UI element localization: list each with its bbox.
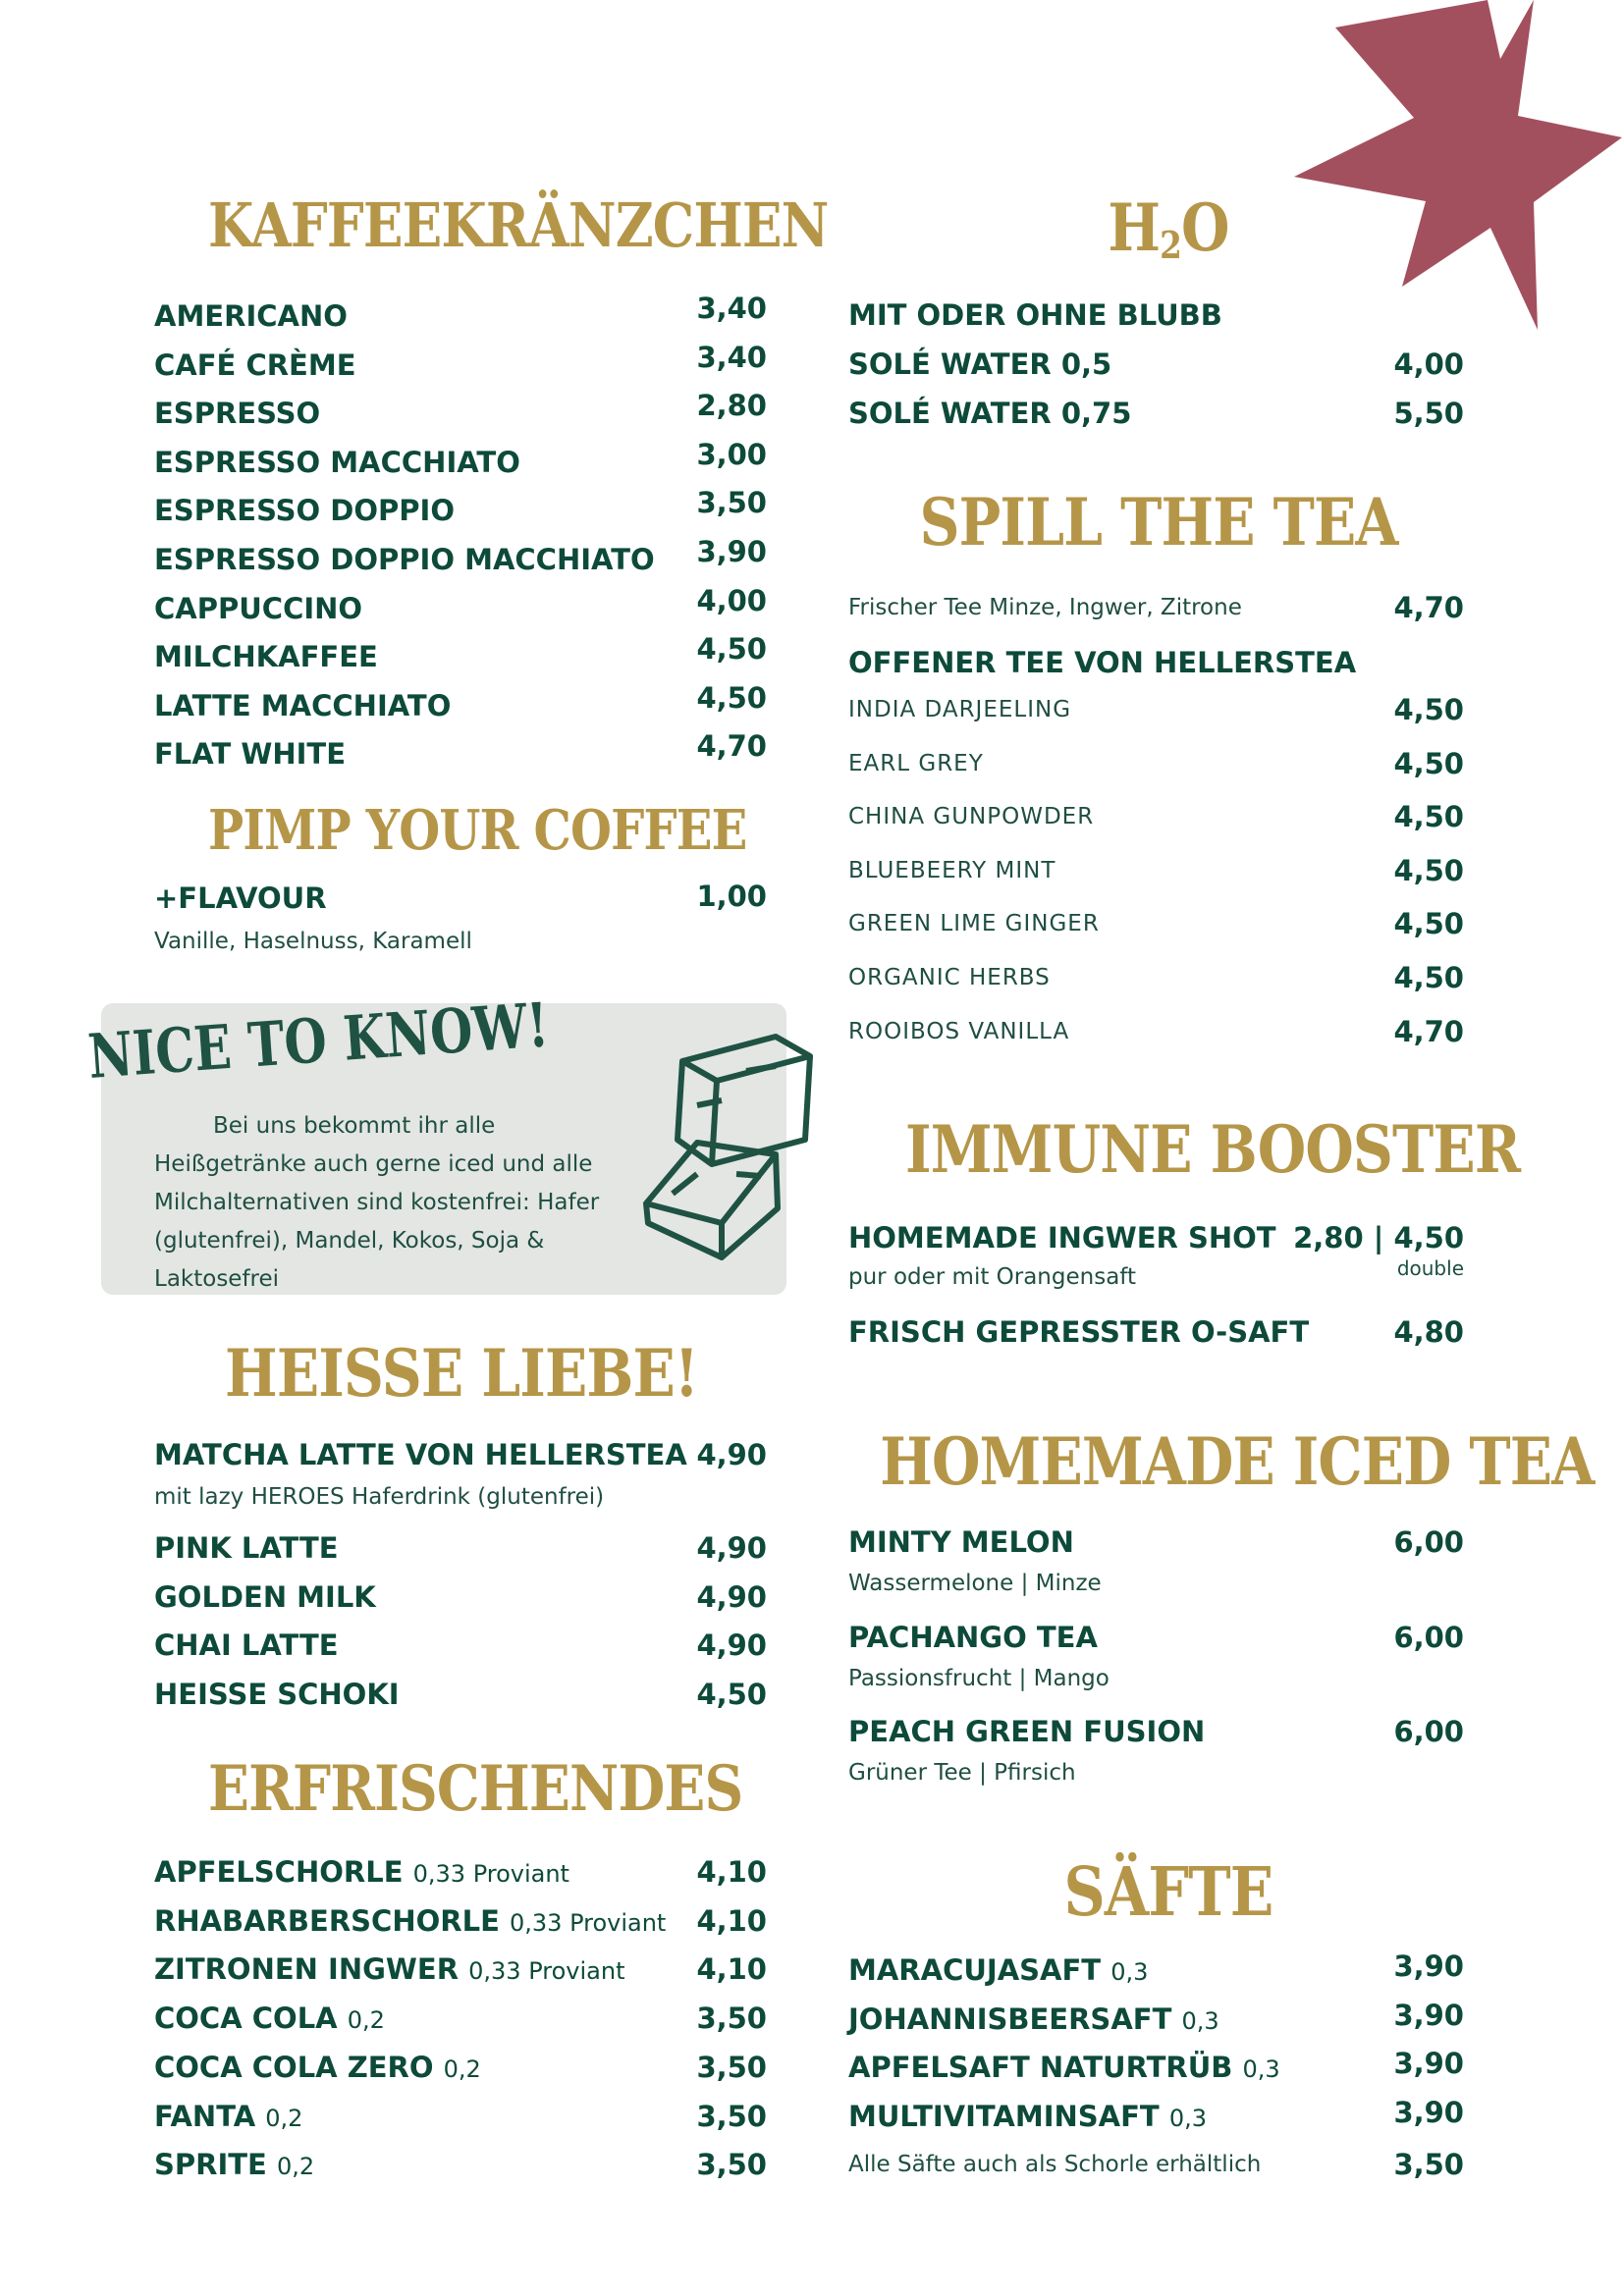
flavour-item: +FLAVOUR <box>154 881 327 915</box>
schorle-note: Alle Säfte auch als Schorle erhältlich <box>848 2152 1262 2177</box>
kaffee-item-price: 3,50 <box>696 486 767 520</box>
saefte-item <box>848 2002 1219 2036</box>
iced-item-price: 6,00 <box>1393 1525 1464 1559</box>
tea-item-name: CHINA GUNPOWDER <box>848 804 1095 830</box>
kaffee-item-name: MILCHKAFFEE <box>154 640 378 674</box>
kaffee-item-price: 4,70 <box>696 729 767 764</box>
h2o-item-name: SOLÉ WATER 0,5 <box>848 347 1112 381</box>
kaffee-item <box>154 397 320 430</box>
erfrischendes-item-price: 3,50 <box>696 2148 767 2182</box>
saefte-title: SÄFTE <box>1063 1853 1273 1932</box>
ingwer-shot-sub: pur oder mit Orangensaft <box>848 1264 1137 1290</box>
saefte-item-price: 3,90 <box>1393 1998 1464 2032</box>
matcha-sub: mit lazy HEROES Haferdrink (glutenfrei) <box>154 1484 605 1510</box>
saefte-item-name: APFELSAFT NATURTRÜB <box>848 2051 1233 2085</box>
iced-item-sub: Wassermelone | Minze <box>848 1571 1102 1596</box>
h2o-item-price: 4,00 <box>1393 347 1464 381</box>
iced-item-sub: Passionsfrucht | Mango <box>848 1665 1110 1691</box>
kaffee-item-price: 3,40 <box>696 292 767 325</box>
erfrischendes-item <box>154 2148 314 2181</box>
ingwer-shot-note: double <box>1396 1256 1464 1280</box>
kaffee-item <box>154 299 348 333</box>
heisse-title: HEISSE LIEBE! <box>225 1335 698 1412</box>
heisse-item-price: 4,50 <box>696 1677 767 1711</box>
iced-item-name: MINTY MELON <box>848 1525 1074 1559</box>
erfrischendes-item <box>154 1952 624 1986</box>
flavour-sub: Vanille, Haselnuss, Karamell <box>154 929 472 954</box>
kaffee-item-name: ESPRESSO <box>154 397 321 431</box>
erfrischendes-item-price: 3,50 <box>696 2099 767 2133</box>
erfrischendes-item-size: 0,33 Proviant <box>412 1860 569 1888</box>
erfrischendes-item <box>154 2002 385 2035</box>
kaffee-item-name: LATTE MACCHIATO <box>154 688 452 722</box>
iced-item-price: 6,00 <box>1393 1620 1464 1654</box>
erfrischendes-item-price: 3,50 <box>696 2002 767 2036</box>
h2o-header: MIT ODER OHNE BLUBB <box>848 298 1222 332</box>
kaffee-item-name: CAPPUCCINO <box>154 591 363 625</box>
saefte-item-price: 3,90 <box>1393 2096 1464 2130</box>
iced-item-price: 6,00 <box>1393 1715 1464 1748</box>
kaffee-item-price: 4,50 <box>696 632 767 667</box>
erfrischendes-item-price: 4,10 <box>696 1855 767 1889</box>
saefte-item-price: 3,90 <box>1393 1949 1464 1983</box>
kaffee-item-name: FLAT WHITE <box>154 737 346 772</box>
osaft-item: FRISCH GEPRESSTER O-SAFT <box>848 1315 1310 1349</box>
kaffee-item-price: 4,50 <box>696 680 767 715</box>
saefte-item-size: 0,3 <box>1242 2056 1280 2084</box>
erfrischendes-item-size: 0,2 <box>443 2055 481 2083</box>
erfrischendes-item-size: 0,33 Proviant <box>510 1908 667 1937</box>
heisse-item-name: HEISSE SCHOKI <box>154 1677 400 1711</box>
matcha-price: 4,90 <box>696 1438 767 1471</box>
kaffee-item-name: CAFÉ CRÈME <box>154 347 356 382</box>
erfrischendes-item-name: FANTA <box>154 2099 256 2133</box>
iced-item-name: PEACH GREEN FUSION <box>848 1715 1206 1748</box>
saefte-item-name: MARACUJASAFT <box>848 1953 1102 1987</box>
kaffee-item-price: 3,90 <box>696 535 767 568</box>
kaffee-item <box>154 689 451 722</box>
tea-item-name: GREEN LIME GINGER <box>848 911 1100 937</box>
tea-header: OFFENER TEE VON HELLERSTEA <box>848 646 1357 679</box>
ingwer-shot-item: HOMEMADE INGWER SHOT <box>848 1221 1276 1255</box>
kaffee-item <box>154 348 356 382</box>
ice-cubes-icon <box>628 1027 825 1262</box>
star-decoration <box>1276 0 1624 334</box>
h2o-title-h: H <box>1108 189 1161 266</box>
saefte-item <box>848 2051 1280 2084</box>
kaffee-item-price: 4,00 <box>696 583 767 617</box>
fresh-tea-item: Frischer Tee Minze, Ingwer, Zitrone <box>848 595 1242 620</box>
tea-item-name: BLUEBEERY MINT <box>848 857 1056 883</box>
tea-item-price: 4,50 <box>1393 800 1464 834</box>
heisse-item-price: 4,90 <box>696 1579 767 1614</box>
h2o-item-name: SOLÉ WATER 0,75 <box>848 396 1132 430</box>
erfrischendes-item <box>154 2100 302 2133</box>
erfrischendes-item-size: 0,2 <box>276 2153 315 2181</box>
saefte-item <box>848 2100 1207 2133</box>
erfrischendes-item-name: COCA COLA ZERO <box>154 2050 434 2084</box>
iced-item-name: PACHANGO TEA <box>848 1620 1098 1654</box>
erfrischendes-item-size: 0,33 Proviant <box>468 1957 625 1986</box>
ingwer-shot-price: 2,80 | 4,50 <box>1293 1221 1464 1255</box>
erfrischendes-item-name: COCA COLA <box>154 2002 338 2036</box>
erfrischendes-item-name: ZITRONEN INGWER <box>154 1952 460 1987</box>
kaffee-item-name: ESPRESSO MACCHIATO <box>154 445 520 479</box>
tea-item-price: 4,50 <box>1393 853 1464 887</box>
h2o-item <box>848 397 1131 430</box>
tea-item-price: 4,50 <box>1393 961 1464 994</box>
saefte-item-size: 0,3 <box>1181 2006 1219 2035</box>
erfrischendes-item-size: 0,2 <box>265 2104 303 2132</box>
kaffee-item <box>154 543 655 576</box>
saefte-item-size: 0,3 <box>1110 1958 1149 1986</box>
tea-item-price: 4,70 <box>1393 1014 1464 1048</box>
kaffee-item <box>154 592 362 625</box>
tea-item-price: 4,50 <box>1393 693 1464 726</box>
fresh-tea-price: 4,70 <box>1393 591 1464 624</box>
iced-item-sub: Grüner Tee | Pfirsich <box>848 1760 1076 1786</box>
kaffee-item-name: ESPRESSO DOPPIO MACCHIATO <box>154 543 655 576</box>
nice-to-know-title: NICE TO KNOW! <box>85 988 552 1093</box>
saefte-item-name: MULTIVITAMINSAFT <box>848 2100 1160 2134</box>
erfrischendes-item <box>154 1904 666 1938</box>
erfrischendes-item-price: 4,10 <box>696 1903 767 1938</box>
kaffee-item-name: AMERICANO <box>154 299 348 333</box>
kaffee-title: KAFFEEKRÄNZCHEN <box>208 189 829 261</box>
tea-title: SPILL THE TEA <box>919 484 1398 561</box>
heisse-item-name: GOLDEN MILK <box>154 1579 376 1614</box>
saefte-item-size: 0,3 <box>1168 2105 1207 2133</box>
erfrischendes-item-name: APFELSCHORLE <box>154 1855 404 1889</box>
immune-title: IMMUNE BOOSTER <box>905 1111 1521 1188</box>
osaft-price: 4,80 <box>1393 1315 1464 1349</box>
h2o-title <box>991 189 1345 267</box>
kaffee-item <box>154 737 346 771</box>
kaffee-item <box>154 494 455 527</box>
heisse-item <box>154 1629 339 1662</box>
heisse-item-name: CHAI LATTE <box>154 1629 339 1662</box>
tea-item-name: ROOIBOS VANILLA <box>848 1018 1070 1044</box>
kaffee-item-name: ESPRESSO DOPPIO <box>154 494 455 528</box>
tea-item-price: 4,50 <box>1393 746 1464 780</box>
tea-item-name: ORGANIC HERBS <box>848 965 1051 990</box>
iced-title: HOMEMADE ICED TEA <box>880 1423 1595 1500</box>
heisse-item <box>154 1678 400 1711</box>
saefte-item-price: 3,90 <box>1393 2047 1464 2081</box>
pimp-title: PIMP YOUR COFFEE <box>208 798 747 863</box>
erfrischendes-item <box>154 1855 569 1889</box>
erfrischendes-item <box>154 2051 481 2084</box>
h2o-item-price: 5,50 <box>1393 396 1464 430</box>
h2o-item <box>848 347 1111 381</box>
erfrischendes-item-name: SPRITE <box>154 2148 267 2182</box>
erfrischendes-title: ERFRISCHENDES <box>208 1752 743 1826</box>
iced-item <box>848 1621 1098 1654</box>
kaffee-item-price: 3,00 <box>696 437 767 471</box>
kaffee-item-price: 3,40 <box>696 340 767 374</box>
h2o-title-2: 2 <box>1160 223 1182 267</box>
erfrischendes-item-size: 0,2 <box>347 2006 385 2035</box>
heisse-item-name: PINK LATTE <box>154 1531 339 1565</box>
erfrischendes-item-price: 3,50 <box>696 2050 767 2084</box>
h2o-title-o: O <box>1181 189 1229 266</box>
iced-item <box>848 1715 1205 1748</box>
kaffee-item <box>154 640 378 673</box>
flavour-price: 1,00 <box>696 880 767 913</box>
star-shape <box>1294 0 1622 330</box>
matcha-item: MATCHA LATTE VON HELLERSTEA <box>154 1438 687 1471</box>
erfrischendes-item-name: RHABARBERSCHORLE <box>154 1903 500 1938</box>
saefte-item-name: JOHANNISBEERSAFT <box>848 2002 1172 2036</box>
heisse-item-price: 4,90 <box>696 1531 767 1565</box>
heisse-item-price: 4,90 <box>696 1629 767 1662</box>
tea-item-price: 4,50 <box>1393 907 1464 941</box>
saefte-item <box>848 1953 1148 1987</box>
erfrischendes-item-price: 4,10 <box>696 1952 767 1987</box>
tea-item-name: INDIA DARJEELING <box>848 697 1072 722</box>
kaffee-item <box>154 446 520 479</box>
nice-to-know-text: Bei uns bekommt ihr alle Heißgetränke auch gerne iced und alle Milchalternativen sind kostenfrei: Hafer (glutenfrei), Mandel, Kokos, Soja & Laktosefrei <box>154 1113 600 1292</box>
schorle-price: 3,50 <box>1393 2148 1464 2181</box>
iced-item <box>848 1525 1074 1559</box>
tea-item-name: EARL GREY <box>848 750 984 776</box>
heisse-item <box>154 1580 376 1614</box>
kaffee-item-price: 2,80 <box>696 389 767 423</box>
heisse-item <box>154 1531 339 1565</box>
